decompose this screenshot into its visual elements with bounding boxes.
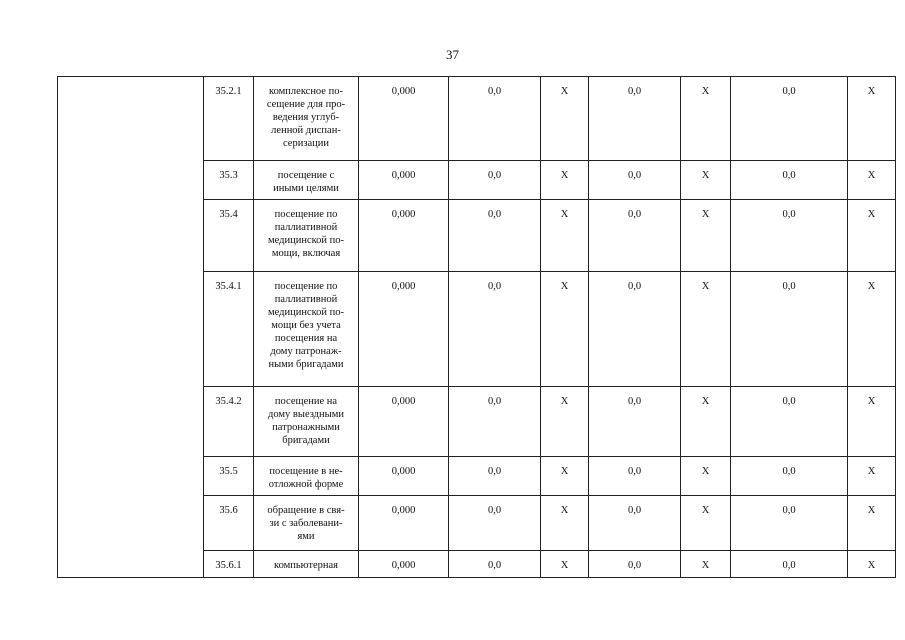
row-description-cell: компьютерная <box>254 551 359 578</box>
table-body <box>58 77 896 578</box>
row-value-cell: 0,000 <box>359 496 449 551</box>
row-description-cell: посещение по паллиативной медицинской по- мощи, включая <box>254 200 359 272</box>
row-value-cell: 0,0 <box>589 387 681 457</box>
row-value-cell: 0,000 <box>359 457 449 496</box>
page-number: 37 <box>446 47 459 62</box>
row-code-cell: 35.4.2 <box>204 387 254 457</box>
row-value-cell: Х <box>681 387 731 457</box>
row-value-cell: Х <box>541 551 589 578</box>
row-description-cell: посещение по паллиативной медицинской по- мощи без учета посещения на дому патронаж- ными бригадами <box>254 272 359 387</box>
row-value-cell: 0,000 <box>359 77 449 161</box>
row-code-cell: 35.6.1 <box>204 551 254 578</box>
row-description-cell: посещение с иными целями <box>254 161 359 200</box>
row-value-cell: 0,0 <box>731 387 848 457</box>
row-value-cell: 0,0 <box>731 496 848 551</box>
row-value-cell: 0,0 <box>731 200 848 272</box>
row-value-cell: Х <box>681 77 731 161</box>
row-value-cell: 0,0 <box>449 161 541 200</box>
row-value-cell: Х <box>848 387 896 457</box>
row-value-cell: Х <box>848 551 896 578</box>
row-value-cell: 0,0 <box>449 272 541 387</box>
row-value-cell: 0,000 <box>359 387 449 457</box>
row-value-cell: Х <box>681 272 731 387</box>
row-value-cell: Х <box>681 161 731 200</box>
row-description-cell: посещение в не- отложной форме <box>254 457 359 496</box>
row-code-cell: 35.4 <box>204 200 254 272</box>
row-value-cell: Х <box>541 77 589 161</box>
row-value-cell: 0,000 <box>359 200 449 272</box>
row-value-cell: 0,0 <box>731 457 848 496</box>
row-description-cell: комплексное по- сещение для про- ведения углуб- ленной диспан- серизации <box>254 77 359 161</box>
row-value-cell: 0,0 <box>589 457 681 496</box>
table-row <box>58 77 896 161</box>
merged-blank-cell <box>58 77 204 578</box>
row-value-cell: 0,0 <box>731 272 848 387</box>
row-value-cell: 0,0 <box>589 496 681 551</box>
row-value-cell: Х <box>848 496 896 551</box>
row-description-cell: посещение на дому выездными патронажными бригадами <box>254 387 359 457</box>
row-value-cell: Х <box>541 387 589 457</box>
row-value-cell: Х <box>848 272 896 387</box>
row-value-cell: 0,0 <box>731 161 848 200</box>
row-value-cell: 0,0 <box>589 551 681 578</box>
row-code-cell: 35.4.1 <box>204 272 254 387</box>
row-value-cell: Х <box>848 457 896 496</box>
row-value-cell: Х <box>681 551 731 578</box>
row-value-cell: Х <box>848 200 896 272</box>
row-value-cell: 0,0 <box>589 272 681 387</box>
row-value-cell: Х <box>541 161 589 200</box>
row-value-cell: Х <box>541 272 589 387</box>
row-value-cell: 0,0 <box>449 200 541 272</box>
row-code-cell: 35.5 <box>204 457 254 496</box>
data-table <box>57 76 896 578</box>
row-code-cell: 35.2.1 <box>204 77 254 161</box>
row-value-cell: Х <box>681 457 731 496</box>
row-code-cell: 35.6 <box>204 496 254 551</box>
row-value-cell: 0,0 <box>589 200 681 272</box>
row-code-cell: 35.3 <box>204 161 254 200</box>
row-value-cell: 0,0 <box>731 77 848 161</box>
row-value-cell: Х <box>541 457 589 496</box>
row-value-cell: 0,0 <box>449 77 541 161</box>
row-value-cell: 0,0 <box>589 77 681 161</box>
row-value-cell: 0,0 <box>449 387 541 457</box>
row-value-cell: 0,0 <box>449 457 541 496</box>
row-value-cell: Х <box>541 200 589 272</box>
row-value-cell: Х <box>848 77 896 161</box>
row-value-cell: 0,000 <box>359 551 449 578</box>
row-value-cell: 0,000 <box>359 161 449 200</box>
row-value-cell: 0,000 <box>359 272 449 387</box>
row-value-cell: 0,0 <box>449 496 541 551</box>
row-value-cell: Х <box>848 161 896 200</box>
row-value-cell: 0,0 <box>449 551 541 578</box>
row-description-cell: обращение в свя- зи с заболевани- ями <box>254 496 359 551</box>
row-value-cell: Х <box>681 496 731 551</box>
row-value-cell: Х <box>681 200 731 272</box>
row-value-cell: 0,0 <box>731 551 848 578</box>
row-value-cell: Х <box>541 496 589 551</box>
row-value-cell: 0,0 <box>589 161 681 200</box>
